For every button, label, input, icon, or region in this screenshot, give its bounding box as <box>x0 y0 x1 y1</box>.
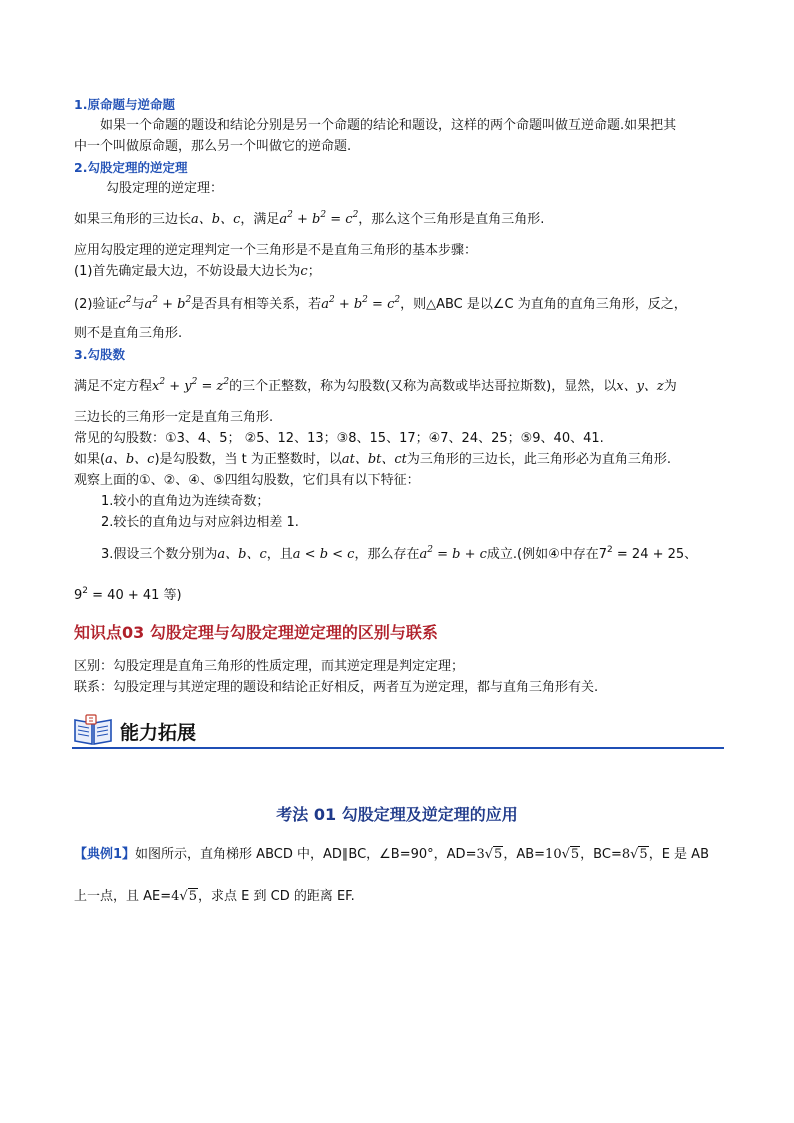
radical-ae: 4√5 <box>171 889 197 904</box>
radical-coef: 3 <box>476 847 485 862</box>
radicand: 5 <box>570 847 580 862</box>
text-span: 如图所示，直角梯形 ABCD 中，AD∥BC，∠B=90°，AD= <box>135 847 477 862</box>
text-span: ，满足 <box>240 212 280 227</box>
text-span: ，BC= <box>580 847 622 862</box>
paragraph-line: 勾股定理的逆定理： <box>106 181 224 196</box>
theorem-statement <box>74 211 544 229</box>
heading-pythagorean-triples: 3.勾股数 <box>74 347 125 362</box>
text-span: 与 <box>131 297 145 312</box>
math-term: $a^2 + b^2$ <box>144 295 192 312</box>
paragraph-line: 如果一个命题的题设和结论分别是另一个命题的结论和题设，这样的两个命题叫做互逆命题.如果把其 <box>100 118 677 133</box>
text-span: ，那么这个三角形是直角三角形. <box>358 212 545 227</box>
math-equation: $a^2 + b^2 = c^2$ <box>321 295 401 312</box>
math-example: $7^2 = 24 + 25$、 <box>598 545 698 562</box>
radicand: 5 <box>639 847 648 862</box>
radicand: 5 <box>188 889 197 904</box>
text-span: 如果三角形的三边长 <box>74 212 192 227</box>
radicand: 5 <box>494 847 503 862</box>
difference-text: 区别：勾股定理是直角三角形的性质定理，而其逆定理是判定定理； <box>74 659 465 674</box>
radical-coef: 8 <box>621 847 631 862</box>
heading-converse-theorem: 2.勾股定理的逆定理 <box>74 160 188 175</box>
math-vars: at、bt、ct <box>341 452 407 467</box>
math-var: c <box>300 264 308 279</box>
radical-bc: 8√5 <box>621 847 648 862</box>
paragraph-line: 三边长的三角形一定是直角三角形. <box>74 410 274 425</box>
feature-3 <box>101 546 697 564</box>
example-tag: 【典例1】 <box>74 847 136 862</box>
math-inequality: a < b < c <box>292 547 355 562</box>
connection-text: 联系：勾股定理与其逆定理的题设和结论正好相反，两者互为逆定理，都与直角三角形有关. <box>74 680 599 695</box>
paragraph-line: 中一个叫做原命题，那么另一个叫做它的逆命题. <box>74 139 352 154</box>
text-span: 为 <box>663 379 677 394</box>
text-span: 成立.(例如④中存在 <box>486 547 599 562</box>
common-triples: 常见的勾股数：①3、4、5； ②5、12、13；③8、15、17；④7、24、25；⑤9、40、41. <box>74 431 604 446</box>
heading-converse-proposition: 1.原命题与逆命题 <box>74 97 175 112</box>
math-vars: a、b、c <box>217 547 267 562</box>
math-vars: x、y、z <box>616 379 664 394</box>
feature-3-example-end: $9^2 = 40 + 41$ 等) <box>74 586 182 603</box>
paragraph-line: 则不是直角三角形. <box>74 326 183 341</box>
math-equation: $x^2 + y^2 = z^2$ <box>152 377 230 394</box>
text-span: ，求点 E 到 CD 的距离 EF. <box>198 889 355 904</box>
radical-ab: 10√5 <box>545 847 580 862</box>
text-span: 满足不定方程 <box>74 379 153 394</box>
radical-coef: 4 <box>171 889 180 904</box>
text-span: 3.假设三个数分别为 <box>101 547 218 562</box>
math-equation: $a^2 = b + c$ <box>419 545 487 562</box>
text-span: (1)首先确定最大边，不妨设最大边长为 <box>74 264 301 279</box>
text-span: ，E 是 AB <box>648 847 709 862</box>
heading-knowledge-point-03: 知识点03 勾股定理与勾股定理逆定理的区别与联系 <box>74 623 438 642</box>
text-span: ； <box>307 264 321 279</box>
banner-rule <box>72 747 724 749</box>
method-title: 考法 01 勾股定理及逆定理的应用 <box>276 805 518 824</box>
text-span: 如果( <box>74 452 106 467</box>
text-span: 为三角形的三边长，此三角形必为直角三角形. <box>406 452 672 467</box>
example-line-1 <box>74 846 709 864</box>
banner-title: 能力拓展 <box>120 722 197 744</box>
math-vars: a、b、c <box>191 212 241 227</box>
section-banner <box>72 712 724 752</box>
text-span: )是勾股数，当 t 为正整数时，以 <box>154 452 342 467</box>
radical-ad: 3√5 <box>476 847 503 862</box>
text-span: 的三个正整数，称为勾股数(又称为高数或毕达哥拉斯数)，显然，以 <box>229 379 617 394</box>
text-span: ，AB= <box>503 847 546 862</box>
text-span: 上一点，且 AE= <box>74 889 172 904</box>
step-1 <box>74 263 321 281</box>
math-equation: $a^2 + b^2 = c^2$ <box>279 210 359 227</box>
paragraph-line: 应用勾股定理的逆定理判定一个三角形是不是直角三角形的基本步骤： <box>74 243 478 258</box>
text-span: 是否具有相等关系，若 <box>191 297 322 312</box>
text-span: ，那么存在 <box>354 547 420 562</box>
paragraph-line: 观察上面的①、②、④、⑤四组勾股数，它们具有以下特征： <box>74 473 420 488</box>
radical-coef: 10 <box>545 847 562 862</box>
text-span: ，则△ABC 是以∠C 为直角的直角三角形，反之， <box>400 297 687 312</box>
example-line-2 <box>74 888 355 906</box>
feature-1: 1.较小的直角边为连续奇数； <box>101 494 270 509</box>
triple-definition <box>74 378 677 396</box>
text-span: ，且 <box>266 547 293 562</box>
step-2 <box>74 296 687 314</box>
scaled-triples <box>74 451 671 469</box>
feature-2: 2.较长的直角边与对应斜边相差 1. <box>101 515 299 530</box>
math-term: $c^2$ <box>118 295 132 312</box>
book-icon <box>72 714 114 748</box>
math-vars: a、b、c <box>105 452 155 467</box>
text-span: (2)验证 <box>74 297 119 312</box>
